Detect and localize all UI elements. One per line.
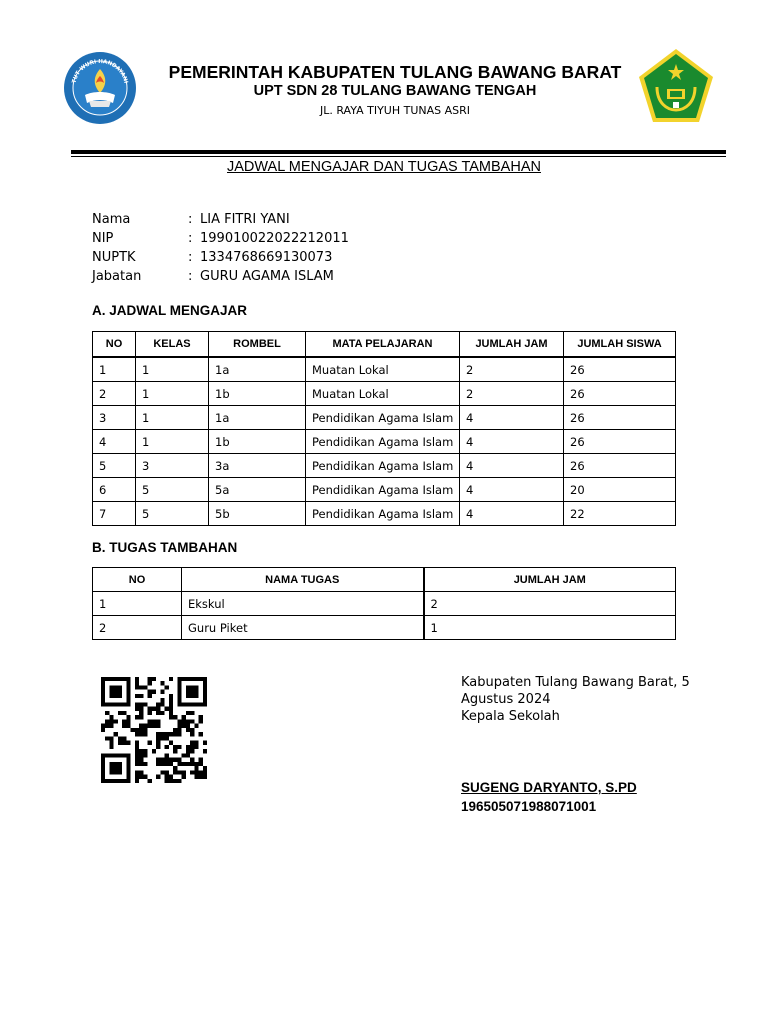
table-cell: 1 xyxy=(136,406,209,430)
table-cell: Pendidikan Agama Islam xyxy=(306,502,460,526)
table-row xyxy=(93,592,676,616)
table-row xyxy=(93,406,676,430)
table-cell: Pendidikan Agama Islam xyxy=(306,454,460,478)
identity-value: GURU AGAMA ISLAM xyxy=(200,269,334,284)
tugas-table xyxy=(92,567,676,640)
table-header-row xyxy=(93,332,676,358)
jadwal-table xyxy=(92,331,676,526)
table-cell: 4 xyxy=(460,502,564,526)
table-cell: 1 xyxy=(136,382,209,406)
signer-name: SUGENG DARYANTO, S.PD xyxy=(461,780,637,795)
column-header: KELAS xyxy=(136,332,209,358)
table-cell: 6 xyxy=(93,478,136,502)
table-cell: 1 xyxy=(424,616,676,640)
table-cell: 3 xyxy=(93,406,136,430)
table-cell: 5 xyxy=(136,502,209,526)
table-row xyxy=(93,502,676,526)
table-cell: 26 xyxy=(564,454,676,478)
table-row xyxy=(93,430,676,454)
identity-row-nama xyxy=(92,210,349,229)
table-cell: Muatan Lokal xyxy=(306,357,460,382)
identity-value: LIA FITRI YANI xyxy=(200,212,290,227)
table-cell: 3a xyxy=(209,454,306,478)
table-cell: 20 xyxy=(564,478,676,502)
column-header: ROMBEL xyxy=(209,332,306,358)
signer-nip: 196505071988071001 xyxy=(461,799,597,814)
table-cell: 26 xyxy=(564,430,676,454)
place-date: Kabupaten Tulang Bawang Barat, 5 Agustus 2024 xyxy=(461,675,690,707)
identity-value: 199010022022212011 xyxy=(200,231,349,246)
header-divider xyxy=(71,150,726,154)
table-cell: Muatan Lokal xyxy=(306,382,460,406)
logo-motto: TUT WURI HANDAYANI xyxy=(71,58,129,85)
table-row xyxy=(93,357,676,382)
column-header: NO xyxy=(93,332,136,358)
document-title: JADWAL MENGAJAR DAN TUGAS TAMBAHAN xyxy=(227,159,541,175)
table-row xyxy=(93,478,676,502)
table-cell: 1 xyxy=(93,592,182,616)
table-row xyxy=(93,616,676,640)
table-row xyxy=(93,382,676,406)
table-cell: 1 xyxy=(136,430,209,454)
table-cell: 1a xyxy=(209,357,306,382)
column-header: JUMLAH JAM xyxy=(460,332,564,358)
column-header: MATA PELAJARAN xyxy=(306,332,460,358)
table-cell: 4 xyxy=(460,406,564,430)
table-cell: 1 xyxy=(93,357,136,382)
table-cell: 2 xyxy=(93,382,136,406)
qr-code-icon xyxy=(101,676,207,784)
table-cell: 22 xyxy=(564,502,676,526)
section-title-tugas: B. TUGAS TAMBAHAN xyxy=(92,540,238,555)
table-cell: 4 xyxy=(460,454,564,478)
table-cell: Guru Piket xyxy=(182,616,424,640)
table-cell: Pendidikan Agama Islam xyxy=(306,430,460,454)
government-title: PEMERINTAH KABUPATEN TULANG BAWANG BARAT xyxy=(168,62,622,82)
identity-row-nuptk xyxy=(92,248,349,267)
table-cell: 4 xyxy=(460,430,564,454)
identity-label: Jabatan xyxy=(92,269,142,284)
table-cell: 5 xyxy=(93,454,136,478)
table-cell: 4 xyxy=(93,430,136,454)
column-header: NO xyxy=(93,568,182,592)
table-cell: Pendidikan Agama Islam xyxy=(306,478,460,502)
table-cell: 26 xyxy=(564,382,676,406)
table-row xyxy=(93,454,676,478)
identity-colon: : xyxy=(188,250,193,265)
table-cell: 4 xyxy=(460,478,564,502)
header-divider-thin xyxy=(71,156,726,157)
signature-block xyxy=(461,674,711,725)
identity-colon: : xyxy=(188,231,193,246)
table-cell: Ekskul xyxy=(182,592,424,616)
signer-position: Kepala Sekolah xyxy=(461,709,560,724)
table-cell: 1b xyxy=(209,430,306,454)
column-header: JUMLAH SISWA xyxy=(564,332,676,358)
column-header: NAMA TUGAS xyxy=(182,568,424,592)
table-cell: 1b xyxy=(209,382,306,406)
kemenag-logo xyxy=(637,47,715,125)
table-cell: 26 xyxy=(564,406,676,430)
school-name: UPT SDN 28 TULANG BAWANG TENGAH xyxy=(253,83,537,99)
table-cell: 7 xyxy=(93,502,136,526)
identity-colon: : xyxy=(188,212,193,227)
identity-label: Nama xyxy=(92,212,131,227)
table-cell: 2 xyxy=(460,357,564,382)
table-cell: 5b xyxy=(209,502,306,526)
table-cell: 2 xyxy=(424,592,676,616)
identity-label: NUPTK xyxy=(92,250,136,265)
section-title-jadwal: A. JADWAL MENGAJAR xyxy=(92,303,248,318)
identity-colon: : xyxy=(188,269,193,284)
identity-label: NIP xyxy=(92,231,114,246)
table-cell: Pendidikan Agama Islam xyxy=(306,406,460,430)
column-header: JUMLAH JAM xyxy=(424,568,676,592)
table-cell: 5a xyxy=(209,478,306,502)
identity-value: 1334768669130073 xyxy=(200,250,333,265)
table-cell: 1a xyxy=(209,406,306,430)
table-cell: 2 xyxy=(93,616,182,640)
identity-row-jabatan xyxy=(92,267,349,286)
table-cell: 3 xyxy=(136,454,209,478)
identity-row-nip xyxy=(92,229,349,248)
table-cell: 26 xyxy=(564,357,676,382)
identity-block xyxy=(92,210,349,286)
table-header-row xyxy=(93,568,676,592)
table-cell: 2 xyxy=(460,382,564,406)
school-address: JL. RAYA TIYUH TUNAS ASRI xyxy=(319,104,471,117)
table-cell: 1 xyxy=(136,357,209,382)
table-cell: 5 xyxy=(136,478,209,502)
